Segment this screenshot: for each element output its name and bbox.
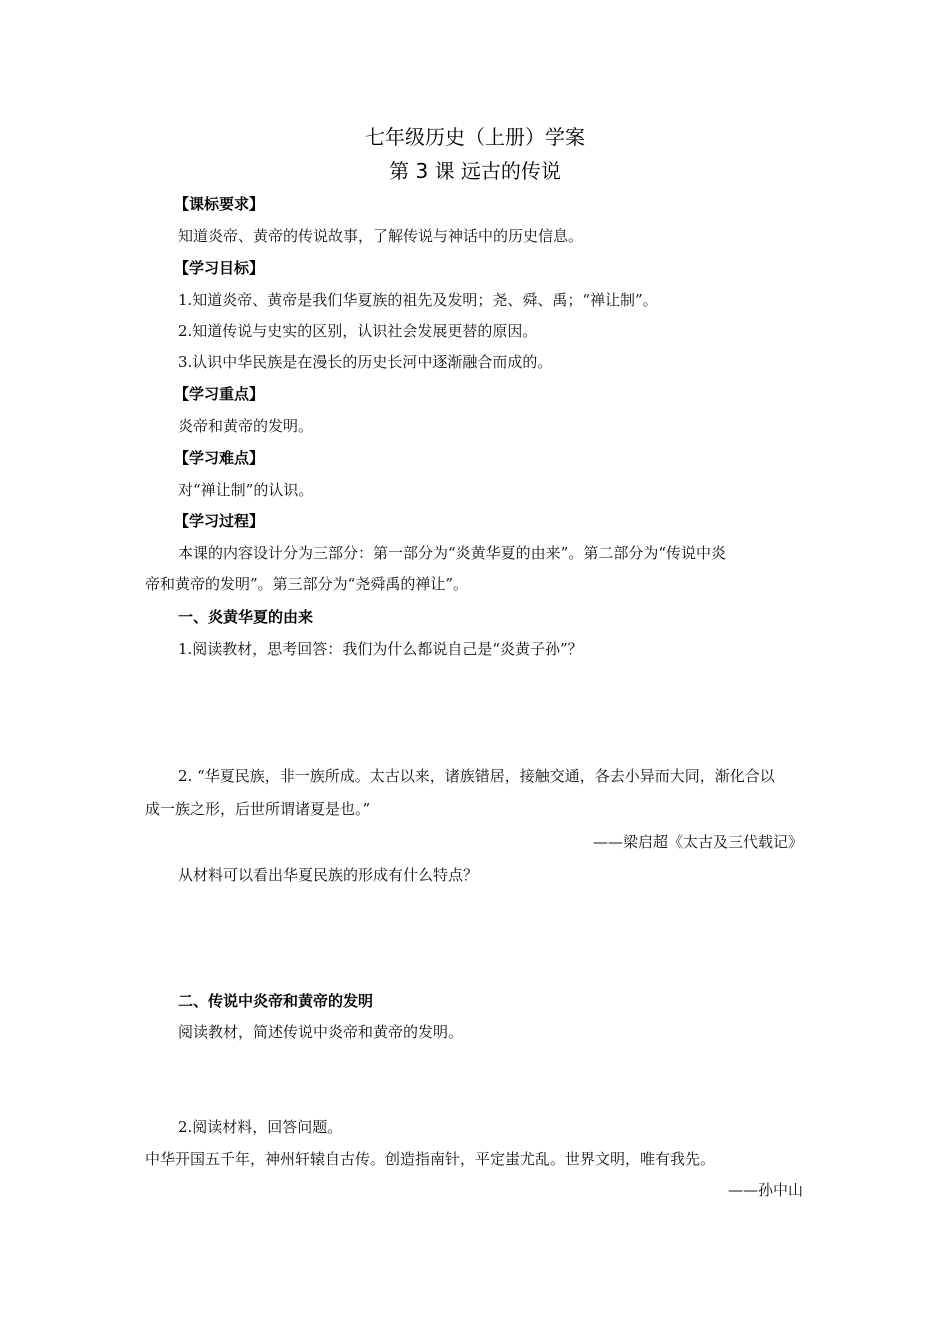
standards-text: 知道炎帝、黄帝的传说故事，了解传说与神话中的历史信息。 [178,227,584,245]
difficulties-text: 对“禅让制”的认识。 [178,481,314,499]
section2-heading: 二、传说中炎帝和黄帝的发明 [178,992,374,1010]
section2-question-1: 阅读教材，简述传说中炎帝和黄帝的发明。 [178,1023,464,1041]
difficulties-heading: 【学习难点】 [174,449,265,467]
objective-item: 2.知道传说与史实的区别，认识社会发展更替的原因。 [178,322,538,340]
key-points-text: 炎帝和黄帝的发明。 [178,417,314,435]
process-heading: 【学习过程】 [174,512,265,530]
process-text-line: 本课的内容设计分为三部分：第一部分为“炎黄华夏的由来”。第二部分为“传说中炎 [178,544,727,562]
section1-question-1: 1.阅读教材，思考回答：我们为什么都说自己是“炎黄子孙”？ [178,640,583,658]
objective-item: 1.知道炎帝、黄帝是我们华夏族的祖先及发明；尧、舜、禹；“禅让制”。 [178,291,658,309]
section2-quote-source: ——孙中山 [727,1181,803,1199]
section1-quote-line: 成一族之形，后世所谓诸夏是也。” [145,800,371,818]
section2-quote: 中华开国五千年，神州轩辕自古传。创造指南针，平定蚩尤乱。世界文明，唯有我先。 [145,1150,716,1168]
document-title: 七年级历史（上册）学案 [365,125,585,149]
section1-heading: 一、炎黄华夏的由来 [178,608,314,626]
process-text-line: 帝和黄帝的发明”。第三部分为“尧舜禹的禅让”。 [145,575,469,593]
section2-question-2: 2.阅读材料，回答问题。 [178,1118,343,1136]
objective-item: 3.认识中华民族是在漫长的历史长河中逐渐融合而成的。 [178,353,553,371]
section1-quote-source: ——梁启超《太古及三代载记》 [592,833,803,851]
section1-question-2: 从材料可以看出华夏民族的形成有什么特点？ [178,866,479,884]
objectives-heading: 【学习目标】 [174,259,265,277]
section1-quote-line: 2. “华夏民族，非一族所成。太古以来，诸族错居，接触交通，各去小异而大同，渐化合以 [178,767,775,785]
lesson-title: 第 3 课 远古的传说 [389,159,561,183]
key-points-heading: 【学习重点】 [174,385,265,403]
standards-heading: 【课标要求】 [174,195,265,213]
